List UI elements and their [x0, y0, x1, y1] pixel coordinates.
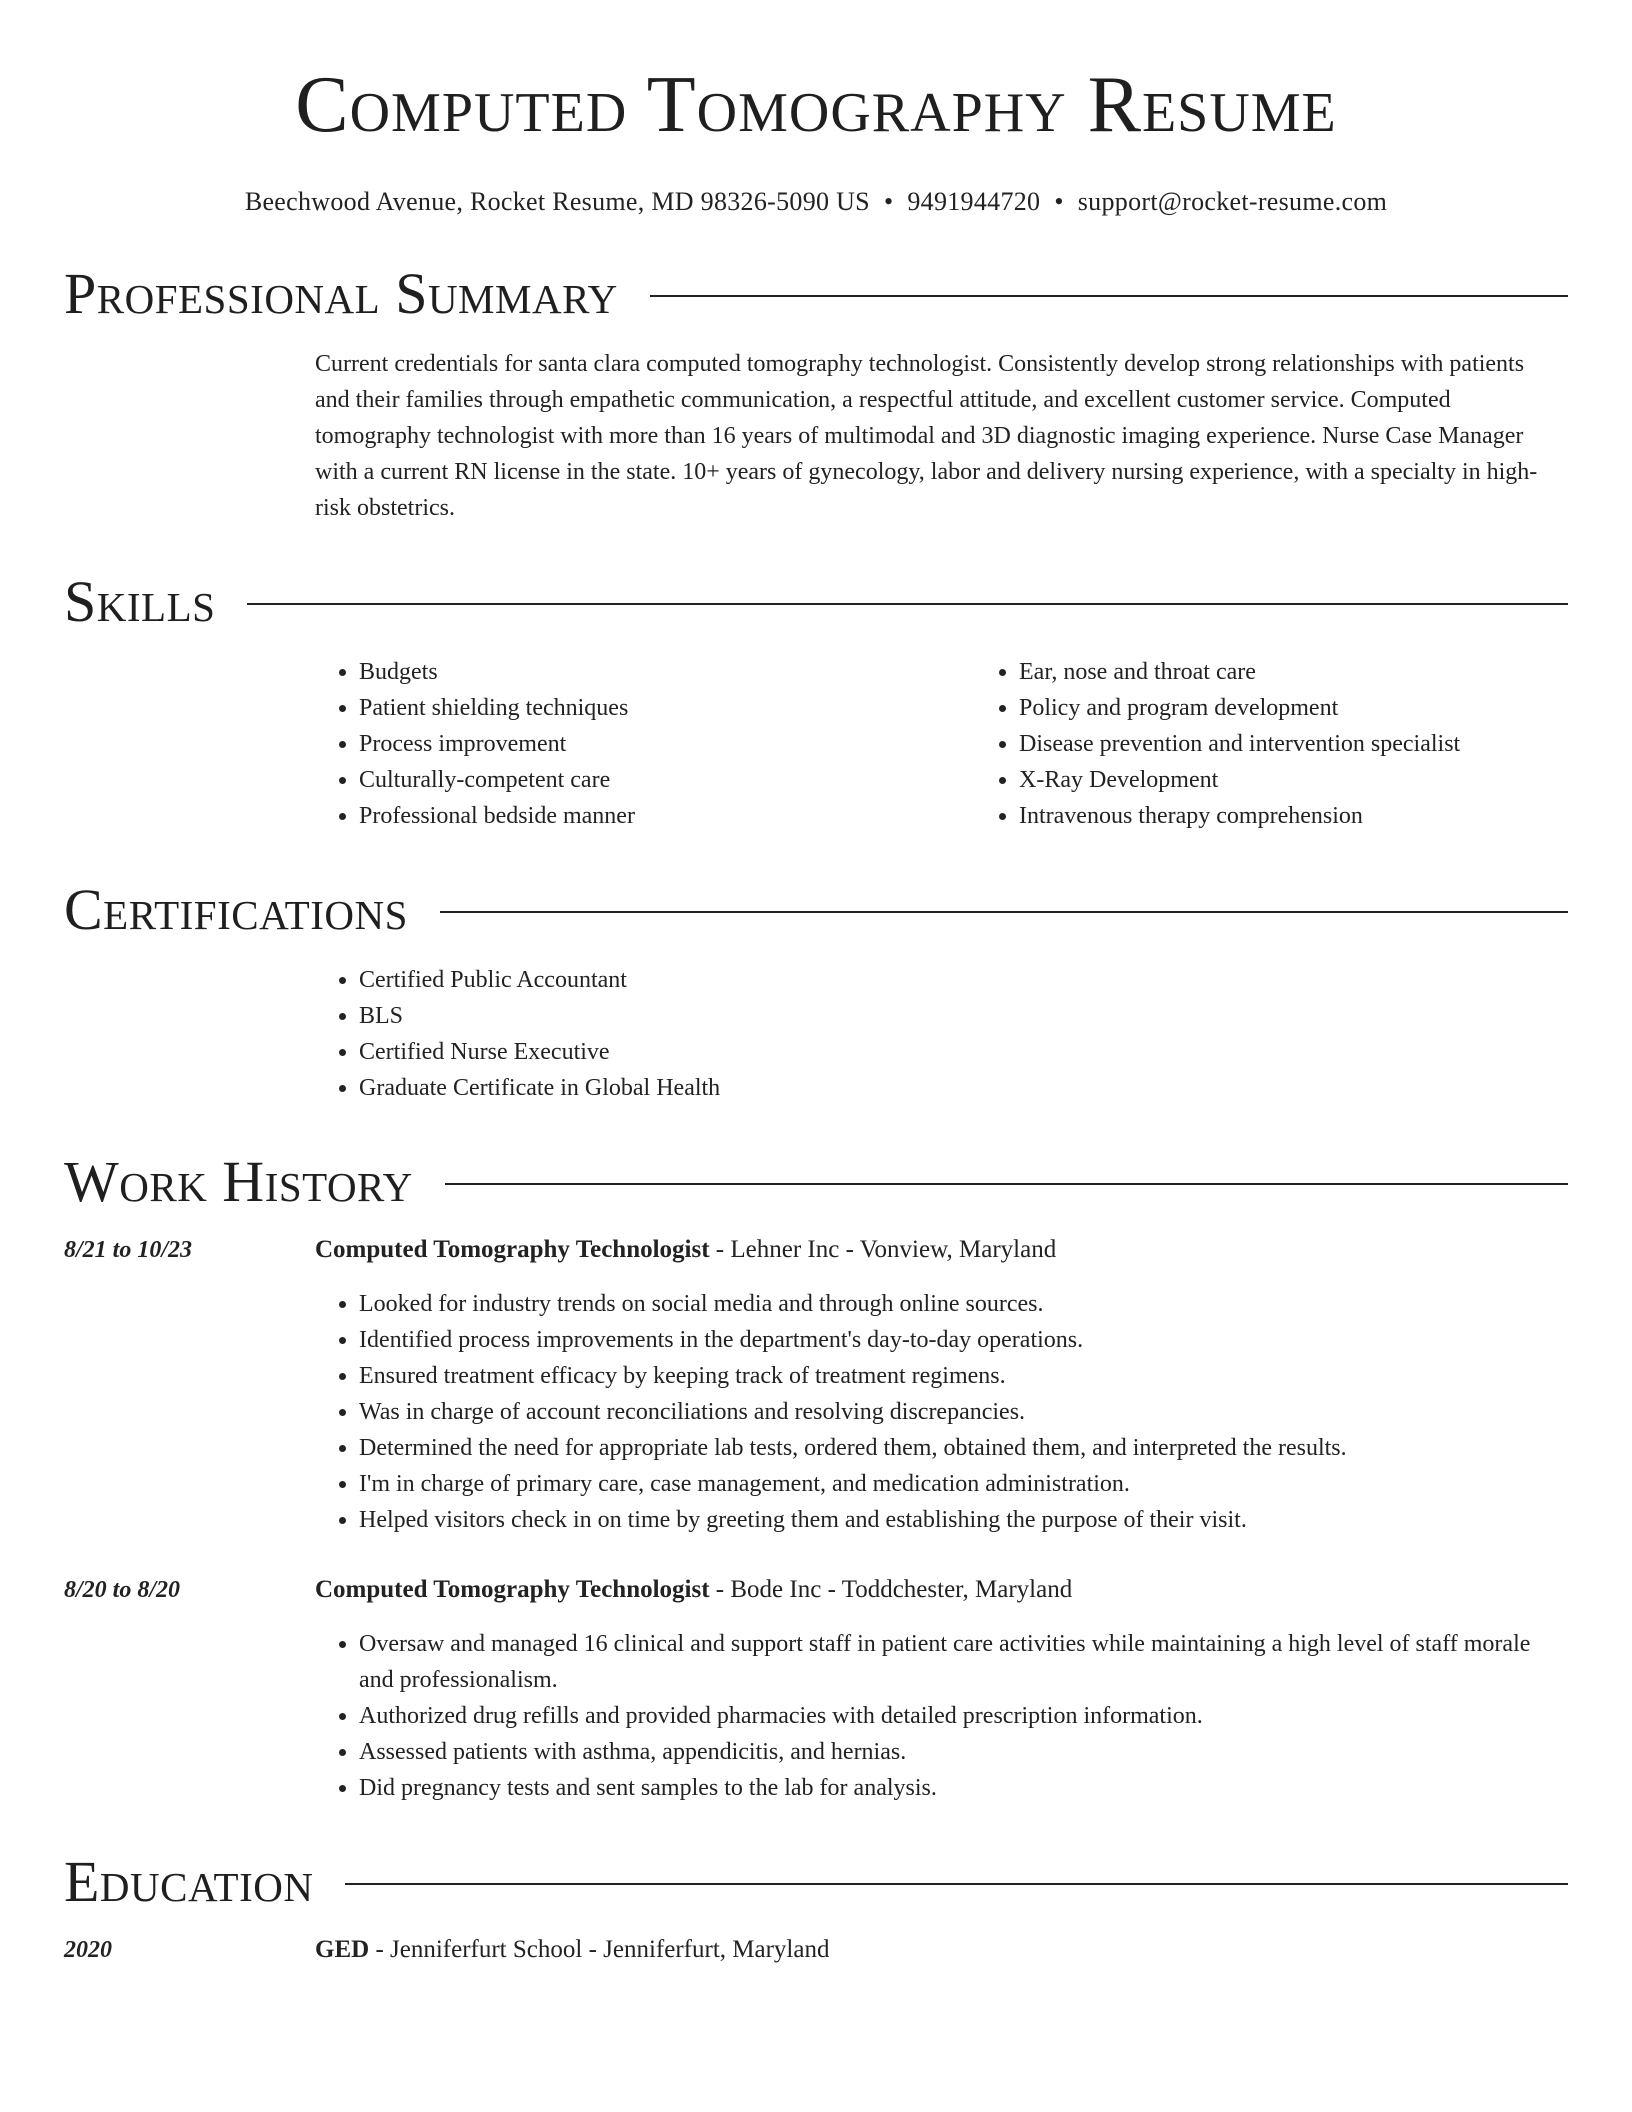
job-bullet: • I'm in charge of primary care, case management, and medication administration.: [359, 1466, 1568, 1502]
job-title: Computed Tomography Technologist: [315, 1236, 710, 1263]
certification-item: • Certified Nurse Executive: [359, 1034, 1568, 1070]
resume-page: [64, 0, 1568, 1968]
education-degree: GED: [315, 1936, 370, 1963]
section-divider: [445, 1183, 1568, 1185]
skill-item: • Budgets: [359, 654, 975, 690]
skills-section-header: [64, 570, 1568, 634]
job-bullet: • Helped visitors check in on time by greeting them and establishing the purpose of their visit.: [359, 1502, 1568, 1538]
education-line: [315, 1932, 1568, 1968]
skills-body: [315, 654, 1568, 834]
certifications-heading: Certifications: [64, 877, 408, 942]
job-title-line: [315, 1572, 1568, 1608]
skill-item: • Ear, nose and throat care: [1019, 654, 1632, 690]
certifications-section-header: [64, 878, 1568, 942]
education-content: [315, 1932, 1568, 1968]
skill-item: • Culturally-competent care: [359, 762, 975, 798]
job-bullet: • Identified process improvements in the department's day-to-day operations.: [359, 1322, 1568, 1358]
skill-item: • Process improvement: [359, 726, 975, 762]
job-bullet: • Determined the need for appropriate lab tests, ordered them, obtained them, and interpreted the results.: [359, 1430, 1568, 1466]
contact-line: [64, 186, 1568, 218]
summary-heading: Professional Summary: [64, 261, 618, 326]
contact-email: support@rocket-resume.com: [1077, 187, 1388, 216]
job-title: Computed Tomography Technologist: [315, 1576, 710, 1603]
resume-title: Computed Tomography Resume: [295, 61, 1337, 149]
skills-list-left: [315, 654, 975, 834]
certification-item: • Certified Public Accountant: [359, 962, 1568, 998]
summary-body: [315, 346, 1568, 526]
certification-item: • Graduate Certificate in Global Health: [359, 1070, 1568, 1106]
job-bullet: • Did pregnancy tests and sent samples to the lab for analysis.: [359, 1770, 1568, 1806]
contact-separator: •: [1054, 187, 1064, 216]
job-bullet: • Was in charge of account reconciliations and resolving discrepancies.: [359, 1394, 1568, 1430]
education-school: - Jenniferfurt School - Jenniferfurt, Maryland: [369, 1936, 830, 1963]
job-content: [315, 1232, 1568, 1538]
skill-item: • Intravenous therapy comprehension: [1019, 798, 1632, 834]
job-dates: 8/21 to 10/23: [64, 1237, 193, 1263]
job-bullet: • Authorized drug refills and provided pharmacies with detailed prescription information.: [359, 1698, 1568, 1734]
job-employer: - Lehner Inc - Vonview, Maryland: [709, 1236, 1057, 1263]
job-bullet: • Looked for industry trends on social media and through online sources.: [359, 1286, 1568, 1322]
job-entry: [64, 1232, 1568, 1538]
job-bullet: • Ensured treatment efficacy by keeping track of treatment regimens.: [359, 1358, 1568, 1394]
certification-item: • BLS: [359, 998, 1568, 1034]
contact-phone: 9491944720: [907, 187, 1041, 216]
skills-grid: [315, 654, 1568, 834]
skill-item: • Policy and program development: [1019, 690, 1632, 726]
skills-heading: Skills: [64, 569, 216, 634]
job-employer: - Bode Inc - Toddchester, Maryland: [709, 1576, 1073, 1603]
certifications-list: [315, 962, 1568, 1106]
job-entry: [64, 1572, 1568, 1806]
job-dates: 8/20 to 8/20: [64, 1577, 181, 1603]
section-divider: [650, 295, 1568, 297]
education-section-header: [64, 1850, 1568, 1914]
skill-item: • Professional bedside manner: [359, 798, 975, 834]
section-divider: [247, 603, 1568, 605]
skill-item: • Patient shielding techniques: [359, 690, 975, 726]
education-entry: [64, 1932, 1568, 1968]
job-bullets: [315, 1626, 1568, 1806]
job-bullet: • Assessed patients with asthma, appendicitis, and hernias.: [359, 1734, 1568, 1770]
certifications-body: [315, 962, 1568, 1106]
section-divider: [345, 1883, 1568, 1885]
job-bullets: [315, 1286, 1568, 1538]
skill-item: • X-Ray Development: [1019, 762, 1632, 798]
contact-address: Beechwood Avenue, Rocket Resume, MD 98326-5090 US: [244, 187, 870, 216]
education-year: 2020: [64, 1937, 112, 1963]
job-title-line: [315, 1232, 1568, 1268]
contact-separator: •: [883, 187, 894, 216]
work-section-header: [64, 1150, 1568, 1214]
work-heading: Work History: [64, 1149, 413, 1214]
summary-section-header: [64, 262, 1568, 326]
job-content: [315, 1572, 1568, 1806]
summary-text: Current credentials for santa clara computed tomography technologist. Consistently develop strong relationships with patients and their families through empathetic communication, a respectful attitude, and excellent customer service. Computed tomography technologist with more than 16 years of multimodal and 3D diagnostic imaging experience. Nurse Case Manager with a current RN license in the state. 10+ years of gynecology, labor and delivery nursing experience, with a specialty in high-risk obstetrics.: [315, 351, 1538, 521]
job-bullet: • Oversaw and managed 16 clinical and support staff in patient care activities while maintaining a high level of staff morale and professionalism.: [359, 1626, 1568, 1698]
skill-item: • Disease prevention and intervention specialist: [1019, 726, 1632, 762]
education-heading: Education: [64, 1849, 314, 1914]
section-divider: [440, 911, 1568, 913]
skills-list-right: [975, 654, 1632, 834]
